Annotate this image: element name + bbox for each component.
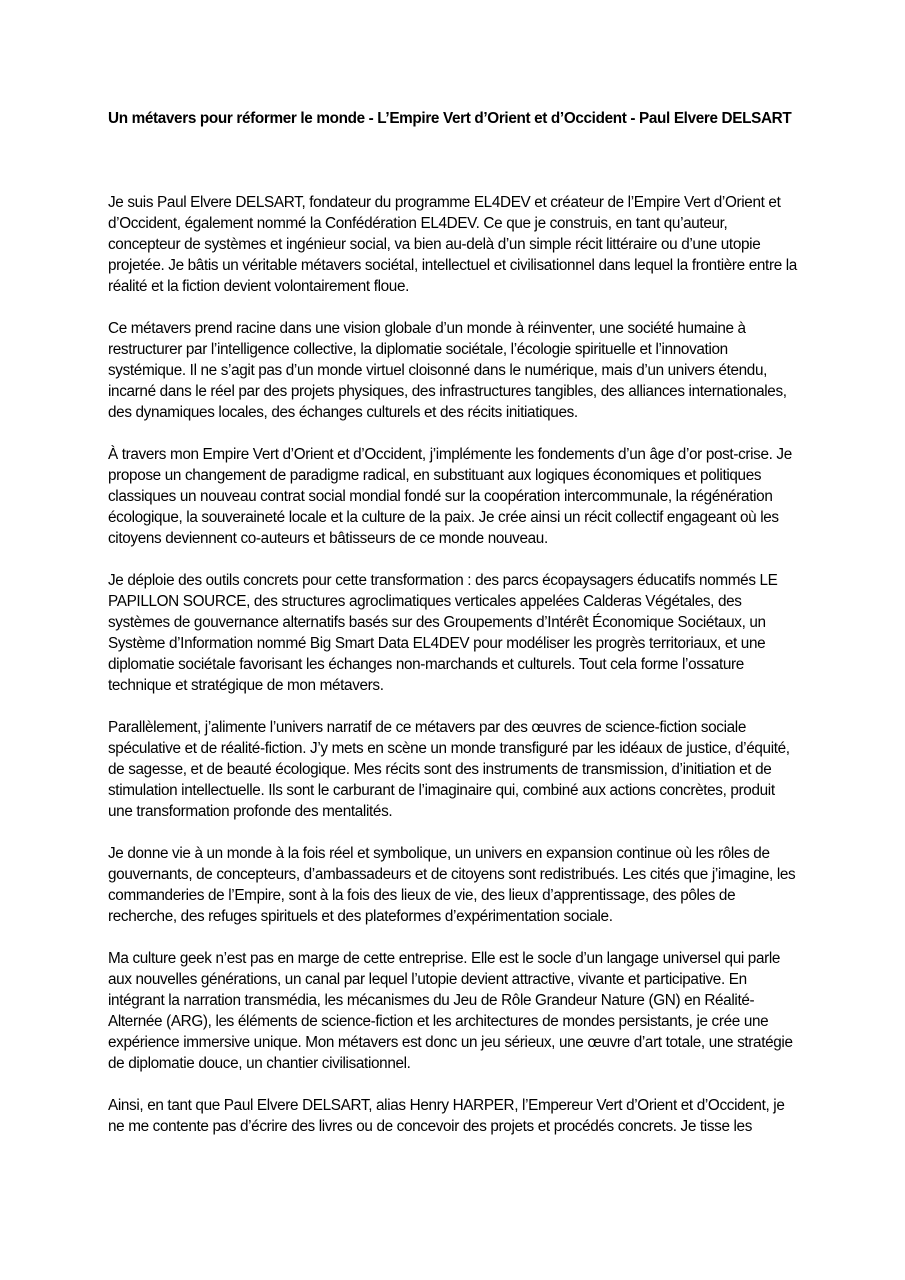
paragraph-6: Je donne vie à un monde à la fois réel et symbolique, un univers en expansion continue où les rôles de gouvernants, de concepteurs, d’ambassadeurs et de citoyens sont redistribués. Les cités que j’imagine, les commanderies de l’Empire, sont à la fois des lieux de vie, des lieux d’apprentissage, des pôles de recherche, des refuges spirituels et des plateformes d’expérimentation sociale. [108, 845, 796, 925]
document-title: Un métavers pour réformer le monde - L’Empire Vert d’Orient et d’Occident - Paul Elvere DELSART [108, 110, 792, 127]
document-page [108, 108, 802, 1137]
paragraph-5: Parallèlement, j’alimente l’univers narratif de ce métavers par des œuvres de science-fiction sociale spéculative et de réalité-fiction. J’y mets en scène un monde transfiguré par les idéaux de justice, d’équité, de sagesse, et de beauté écologique. Mes récits sont des instruments de transmission, d’initiation et de stimulation intellectuelle. Ils sont le carburant de l’imaginaire qui, combiné aux actions concrètes, produit une transformation profonde des mentalités. [108, 719, 790, 820]
paragraph-4: Je déploie des outils concrets pour cette transformation : des parcs écopaysagers éducatifs nommés LE PAPILLON SOURCE, des structures agroclimatiques verticales appelées Calderas Végétales, des systèmes de gouvernance alternatifs basés sur des Groupements d’Intérêt Économique Sociétaux, un Système d’Information nommé Big Smart Data EL4DEV pour modéliser les progrès territoriaux, et une diplomatie sociétale favorisant les échanges non-marchands et culturels. Tout cela forme l’ossature technique et stratégique de mon métavers. [108, 572, 778, 694]
paragraph-3: À travers mon Empire Vert d’Orient et d’Occident, j’implémente les fondements d’un âge d’or post-crise. Je propose un changement de paradigme radical, en substituant aux logiques économiques et politiques classiques un nouveau contrat social mondial fondé sur la coopération intercommunale, la régénération écologique, la souveraineté locale et la culture de la paix. Je crée ainsi un récit collectif engageant où les citoyens deviennent co-auteurs et bâtisseurs de ce monde nouveau. [108, 446, 792, 547]
paragraph-8: Ainsi, en tant que Paul Elvere DELSART, alias Henry HARPER, l’Empereur Vert d’Orient et d’Occident, je ne me contente pas d’écrire des livres ou de concevoir des projets et procédés concrets. Je tisse les [108, 1097, 785, 1135]
paragraph-7: Ma culture geek n’est pas en marge de cette entreprise. Elle est le socle d’un langage universel qui parle aux nouvelles générations, un canal par lequel l’utopie devient attractive, vivante et participative. En intégrant la narration transmédia, les mécanismes du Jeu de Rôle Grandeur Nature (GN) en Réalité-Alternée (ARG), les éléments de science-fiction et les architectures de mondes persistants, je crée une expérience immersive unique. Mon métavers est donc un jeu sérieux, une œuvre d’art totale, une stratégie de diplomatie douce, un chantier civilisationnel. [108, 950, 793, 1072]
paragraph-2: Ce métavers prend racine dans une vision globale d’un monde à réinventer, une société humaine à restructurer par l’intelligence collective, la diplomatie sociétale, l’écologie spirituelle et l’innovation systémique. Il ne s’agit pas d’un monde virtuel cloisonné dans le numérique, mais d’un univers étendu, incarné dans le réel par des projets physiques, des infrastructures tangibles, des alliances internationales, des dynamiques locales, des échanges culturels et des récits initiatiques. [108, 320, 787, 421]
paragraph-1: Je suis Paul Elvere DELSART, fondateur du programme EL4DEV et créateur de l’Empire Vert d’Orient et d’Occident, également nommé la Confédération EL4DEV. Ce que je construis, en tant qu’auteur, concepteur de systèmes et ingénieur social, va bien au-delà d’un simple récit littéraire ou d’une utopie projetée. Je bâtis un véritable métavers sociétal, intellectuel et civilisationnel dans lequel la frontière entre la réalité et la fiction devient volontairement floue. [108, 194, 797, 295]
